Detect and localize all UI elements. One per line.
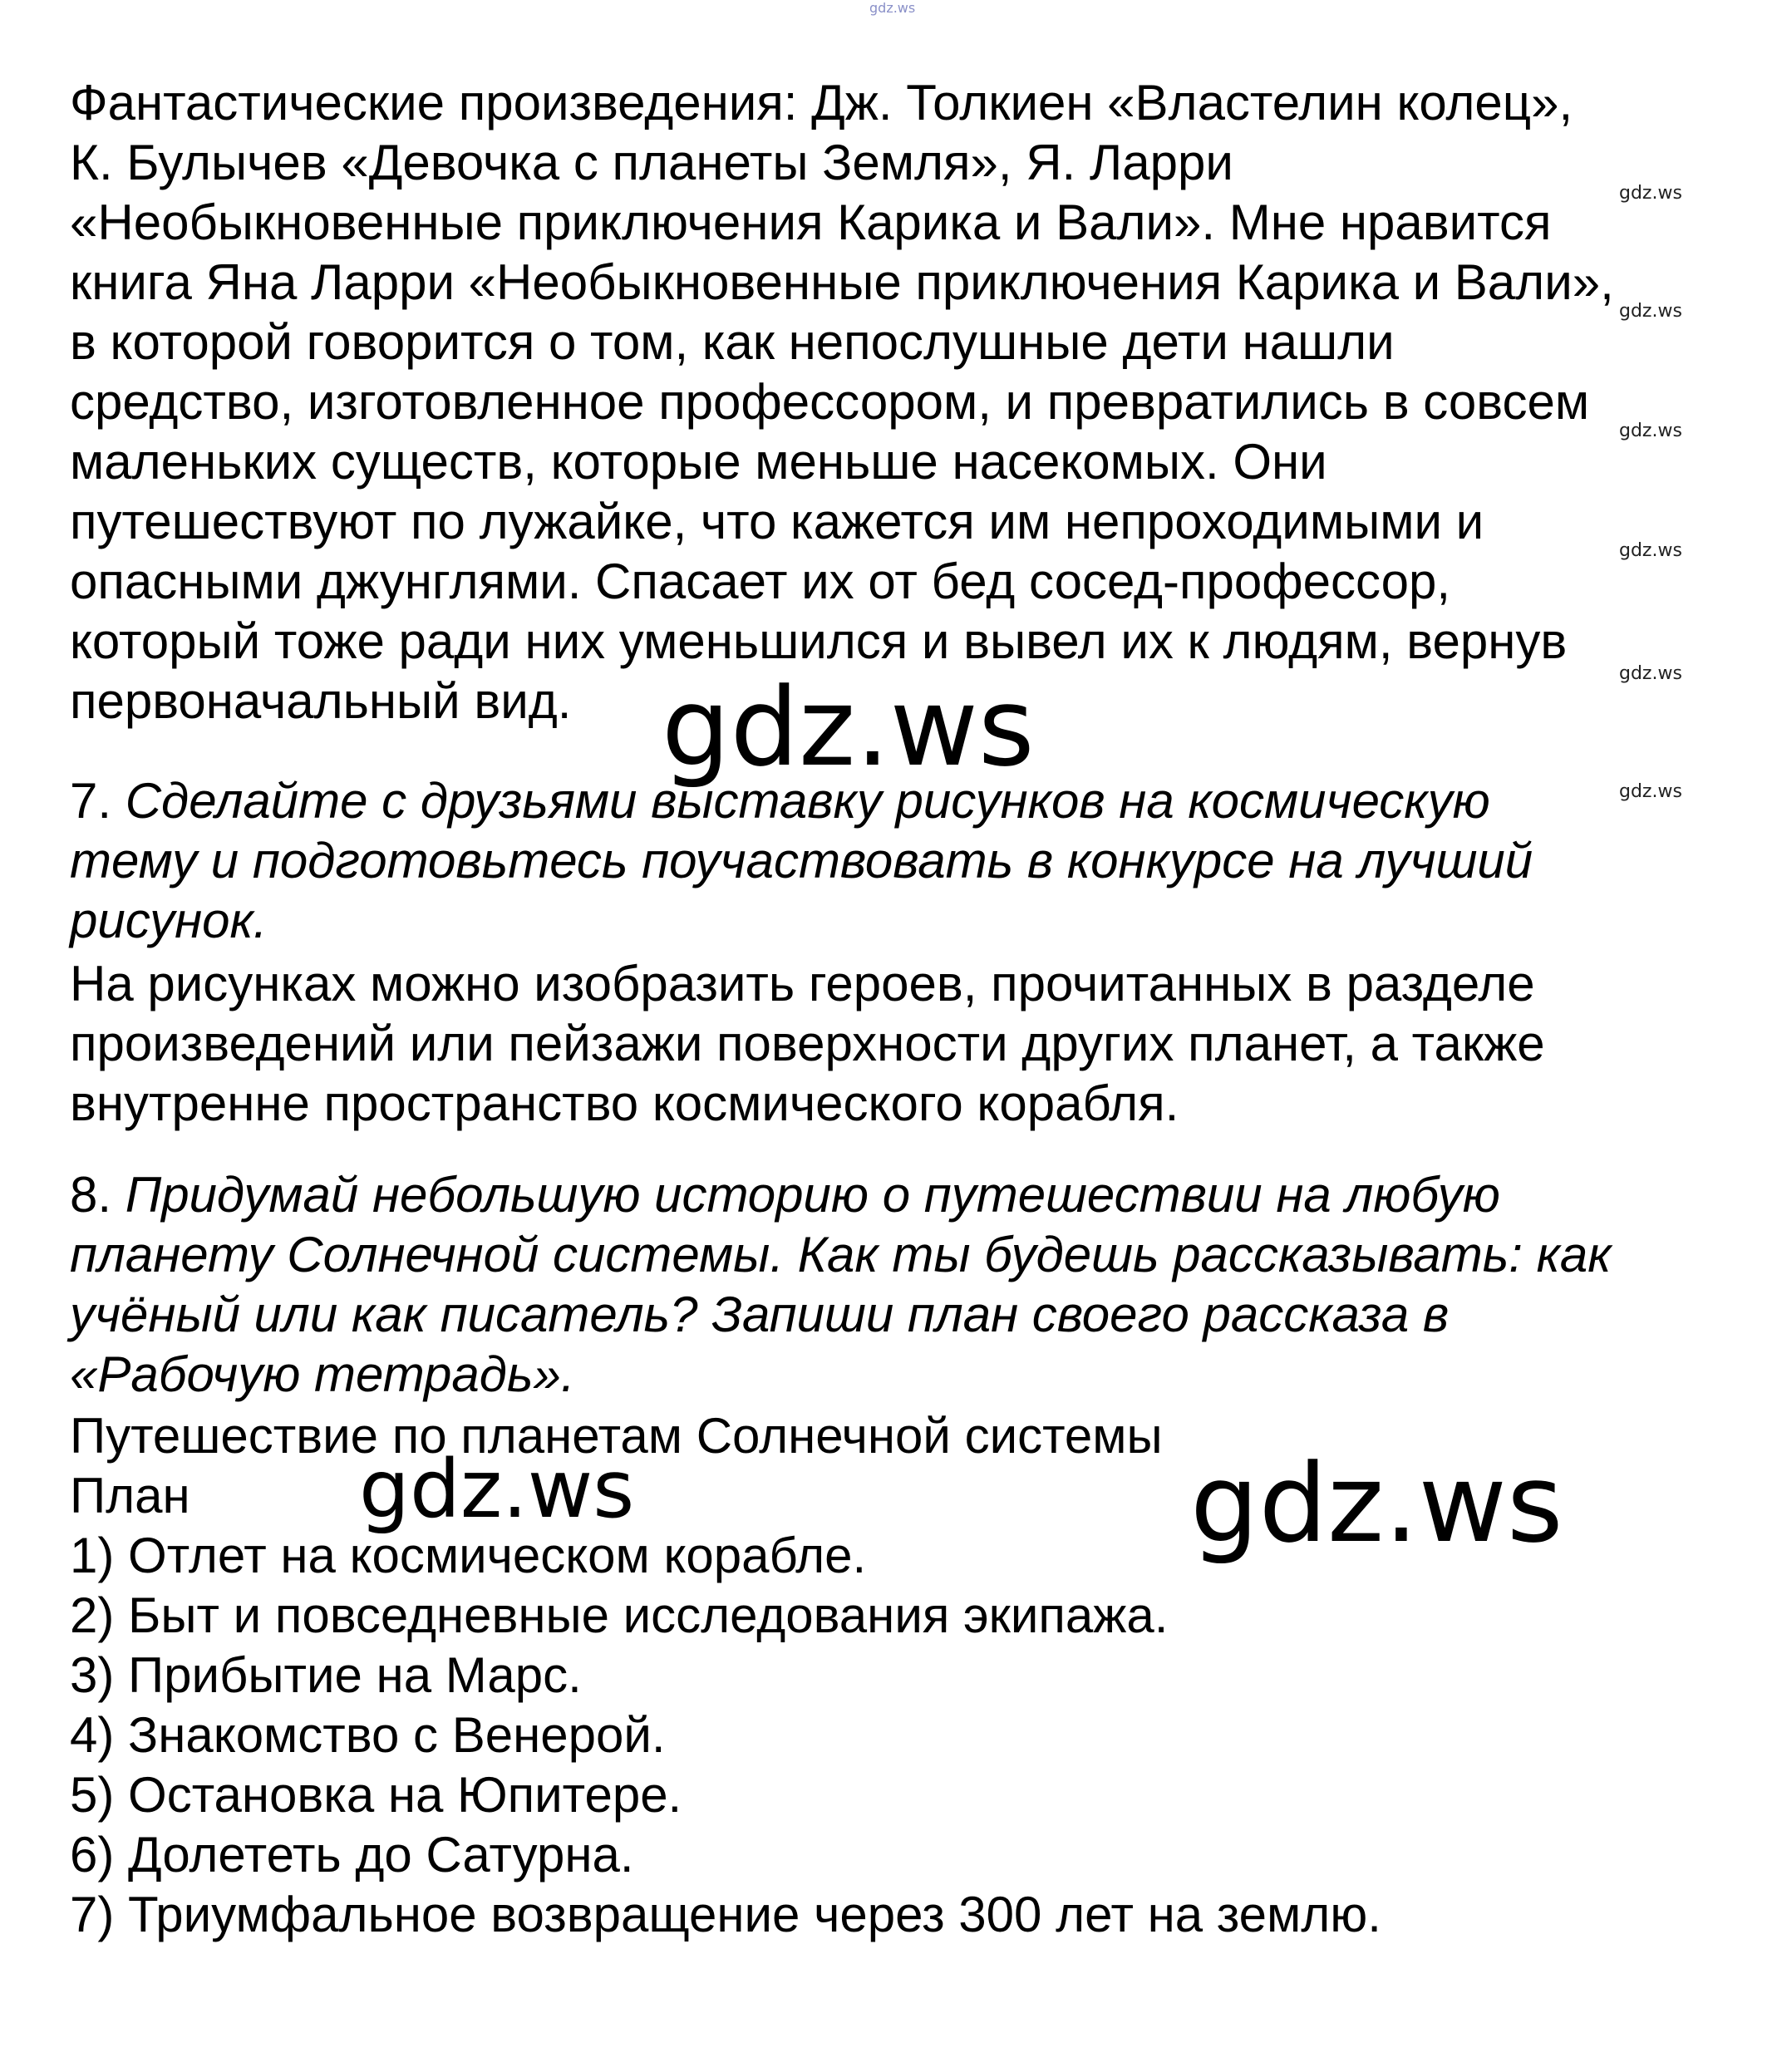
plan-item: 2) Быт и повседневные исследования экипажа. xyxy=(70,1587,1169,1643)
watermark-big: gdz.ws xyxy=(662,664,1035,790)
text-line: который тоже ради них уменьшился и вывел их к людям, вернув xyxy=(70,613,1568,669)
text-line: опасными джунглями. Спасает их от бед сосед-профессор, xyxy=(70,554,1451,609)
task-7-answer-line: внутренне пространство космического корабля. xyxy=(70,1075,1179,1131)
text-line: К. Булычев «Девочка с планеты Земля», Я. Ларри xyxy=(70,135,1233,190)
text-line: Фантастические произведения: Дж. Толкиен «Властелин колец», xyxy=(70,75,1573,130)
task-8-question-line: «Рабочую тетрадь». xyxy=(70,1346,575,1402)
plan-label: План xyxy=(70,1468,190,1523)
task-7-question-line: рисунок. xyxy=(70,893,268,948)
task-7-question-line: тему и подготовьтесь поучаствовать в конкурсе на лучший xyxy=(70,833,1533,888)
watermark-small: gdz.ws xyxy=(1619,183,1682,204)
task-8-question-line: учёный или как писатель? Запиши план своего рассказа в xyxy=(70,1287,1450,1342)
text-line: средство, изготовленное профессором, и превратились в совсем xyxy=(70,374,1590,430)
watermark-small: gdz.ws xyxy=(1619,540,1682,561)
watermark-big: gdz.ws xyxy=(359,1443,635,1536)
watermark-small: gdz.ws xyxy=(1619,421,1682,441)
task-7-answer-line: произведений или пейзажи поверхности других планет, а также xyxy=(70,1016,1545,1071)
watermark-small: gdz.ws xyxy=(1619,781,1682,802)
task-8-number: 8. xyxy=(70,1167,112,1223)
task-7-answer-line: На рисунках можно изобразить героев, прочитанных в разделе xyxy=(70,956,1535,1011)
task-7-number: 7. xyxy=(70,773,112,829)
plan-item: 6) Долететь до Сатурна. xyxy=(70,1827,634,1883)
text-line: «Необыкновенные приключения Карика и Вали». Мне нравится xyxy=(70,194,1552,250)
task-8-question-text: Придумай небольшую историю о путешествии на любую xyxy=(125,1167,1500,1223)
text-line: книга Яна Ларри «Необыкновенные приключения Карика и Вали», xyxy=(70,254,1614,310)
task-8-question-line xyxy=(70,1165,1500,1225)
text-line: первоначальный вид. xyxy=(70,673,572,729)
plan-item: 7) Триумфальное возвращение через 300 лет на землю. xyxy=(70,1887,1381,1942)
plan-item: 3) Прибытие на Марс. xyxy=(70,1647,582,1703)
plan-item: 1) Отлет на космическом корабле. xyxy=(70,1528,867,1583)
text-line: маленьких существ, которые меньше насекомых. Они xyxy=(70,434,1327,490)
watermark-top: gdz.ws xyxy=(869,0,916,16)
watermark-small: gdz.ws xyxy=(1619,663,1682,684)
story-title: Путешествие по планетам Солнечной системы xyxy=(70,1408,1163,1464)
plan-item: 4) Знакомство с Венерой. xyxy=(70,1707,666,1763)
task-7-question-text: Сделайте с друзьями выставку рисунков на космическую xyxy=(125,773,1490,829)
plan-item: 5) Остановка на Юпитере. xyxy=(70,1767,682,1823)
watermark-big: gdz.ws xyxy=(1190,1440,1563,1567)
task-8-question-line: планету Солнечной системы. Как ты будешь рассказывать: как xyxy=(70,1227,1612,1282)
watermark-small: gdz.ws xyxy=(1619,301,1682,322)
text-line: путешествуют по лужайке, что кажется им непроходимыми и xyxy=(70,494,1484,549)
text-line: в которой говорится о том, как непослушные дети нашли xyxy=(70,314,1395,370)
